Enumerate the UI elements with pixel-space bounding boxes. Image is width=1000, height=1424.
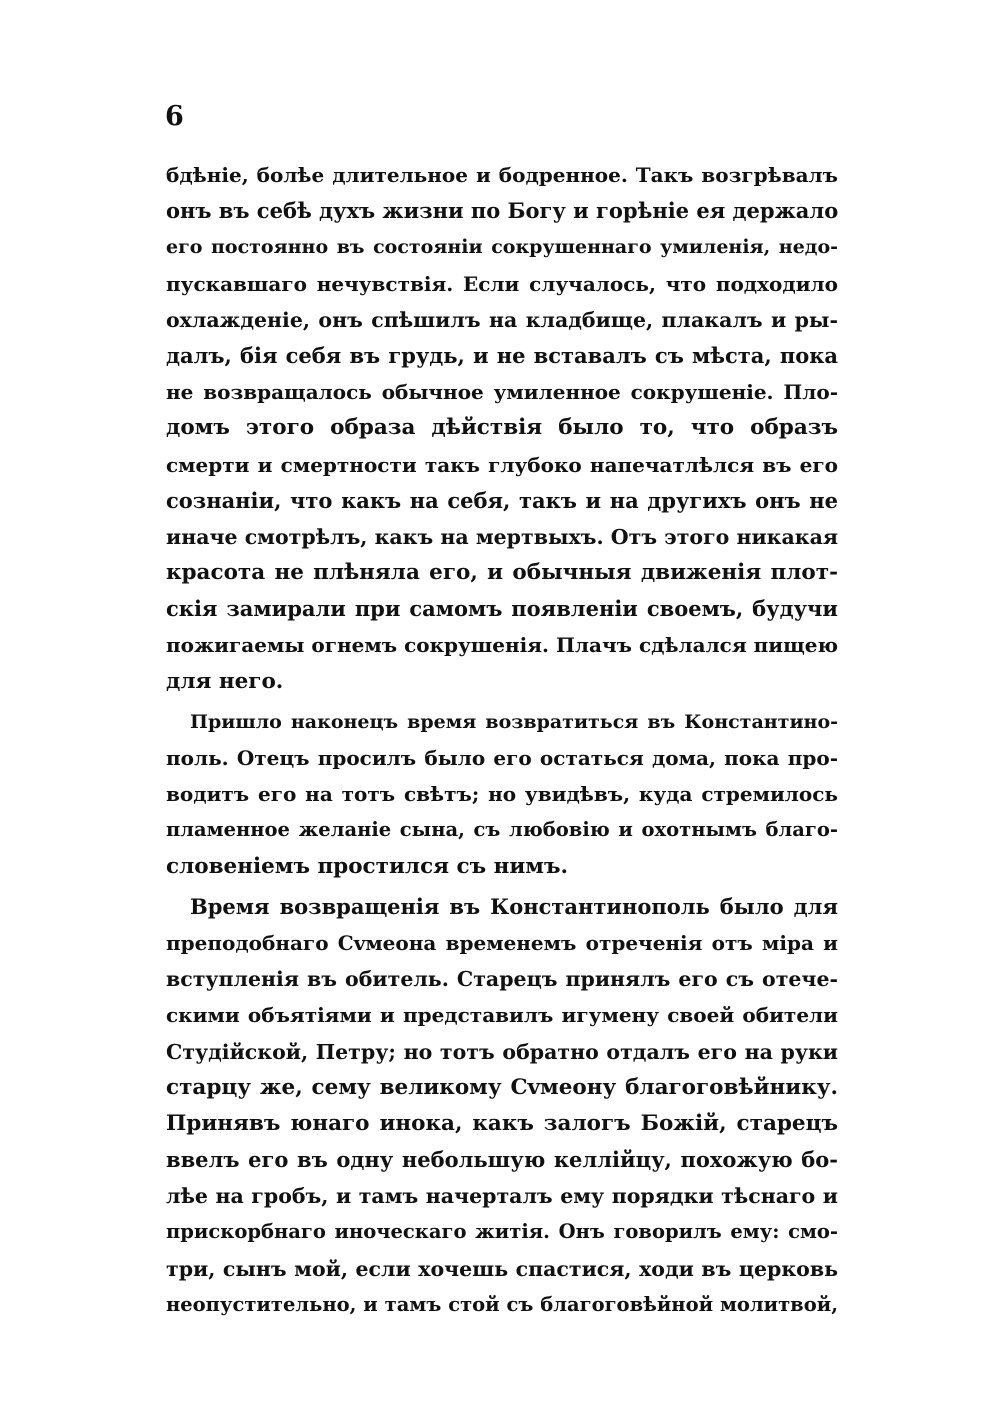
text-line: Время возвращенія въ Константинополь было для	[190, 893, 838, 919]
text-line: лѣе на гробъ, и тамъ начерталъ ему порядки тѣснаго и	[166, 1184, 838, 1209]
text-line: пускавшаго нечувствія. Если случалось, что подходило	[166, 271, 838, 296]
text-line: словеніемъ простился съ нимъ.	[166, 853, 568, 879]
text-line: Принявъ юнаго инока, какъ залогъ Божій, старецъ	[166, 1110, 838, 1136]
text-line: не возвращалось обычное умиленное сокрушеніе. Пло-	[166, 380, 838, 405]
text-line: иначе смотрѣлъ, какъ на мертвыхъ. Отъ этого никакая	[166, 524, 838, 549]
text-line: преподобнаго Сvмеона временемъ отреченія отъ міра и	[166, 930, 838, 955]
text-line: Пришло наконецъ время возвратиться въ Константино-	[190, 710, 838, 733]
text-line: три, сынъ мой, если хочешь спастися, ходи въ церковь	[166, 1256, 838, 1281]
text-line: поль. Отецъ просилъ было его остаться дома, пока про-	[166, 746, 838, 770]
text-line: онъ въ себѣ духъ жизни по Богу и горѣніе ея держало	[166, 198, 839, 224]
text-line: пожигаемы огнемъ сокрушенія. Плачъ сдѣлался пищею	[166, 633, 838, 658]
text-line: ввелъ его въ одну небольшую келлійцу, похожую бо-	[166, 1147, 838, 1173]
page-number: 6	[165, 101, 184, 132]
body-text	[166, 157, 838, 1323]
text-line: смерти и смертности такъ глубоко напечатлѣлся въ его	[166, 452, 838, 477]
text-line: для него.	[166, 668, 284, 694]
text-line: далъ, бія себя въ грудь, и не вставалъ съ мѣста, пока	[166, 342, 838, 368]
text-line: старцу же, сему великому Сvмеону благоговѣйнику.	[166, 1074, 838, 1100]
text-line: домъ этого образа дѣйствія было то, что образъ	[166, 415, 838, 441]
text-line: его постоянно въ состояніи сокрушеннаго умиленія, недо-	[166, 236, 838, 259]
text-line: неопустительно, и тамъ стой съ благоговѣйной молитвой,	[166, 1292, 838, 1316]
text-line: Студійской, Петру; но тотъ обратно отдалъ его на руки	[166, 1039, 838, 1064]
paragraph	[166, 889, 838, 1323]
text-line: охлажденіе, онъ спѣшилъ на кладбище, плакалъ и ры-	[166, 307, 838, 332]
text-line: скими объятіями и представилъ игумену своей обители	[166, 1003, 838, 1028]
text-line: вступленія въ обитель. Старецъ принялъ его съ отече-	[166, 967, 838, 992]
text-line: прискорбнаго иноческаго житія. Онъ говорилъ ему: смо-	[166, 1220, 838, 1244]
paragraph	[166, 157, 838, 700]
text-line: водитъ его на тотъ свѣтъ; но увидѣвъ, куда стремилось	[166, 782, 838, 807]
text-line: пламенное желаніе сына, съ любовію и охотнымъ благо-	[166, 818, 838, 842]
paragraph	[166, 704, 838, 885]
text-line: красота не плѣняла его, и обычныя движенія плот-	[166, 560, 838, 586]
text-line: сознаніи, что какъ на себя, такъ и на другихъ онъ не	[166, 487, 838, 513]
text-line: скія замирали при самомъ появленіи своемъ, будучи	[166, 596, 838, 622]
text-line: бдѣніе, болѣе длительное и бодренное. Такъ возгрѣвалъ	[166, 163, 838, 187]
